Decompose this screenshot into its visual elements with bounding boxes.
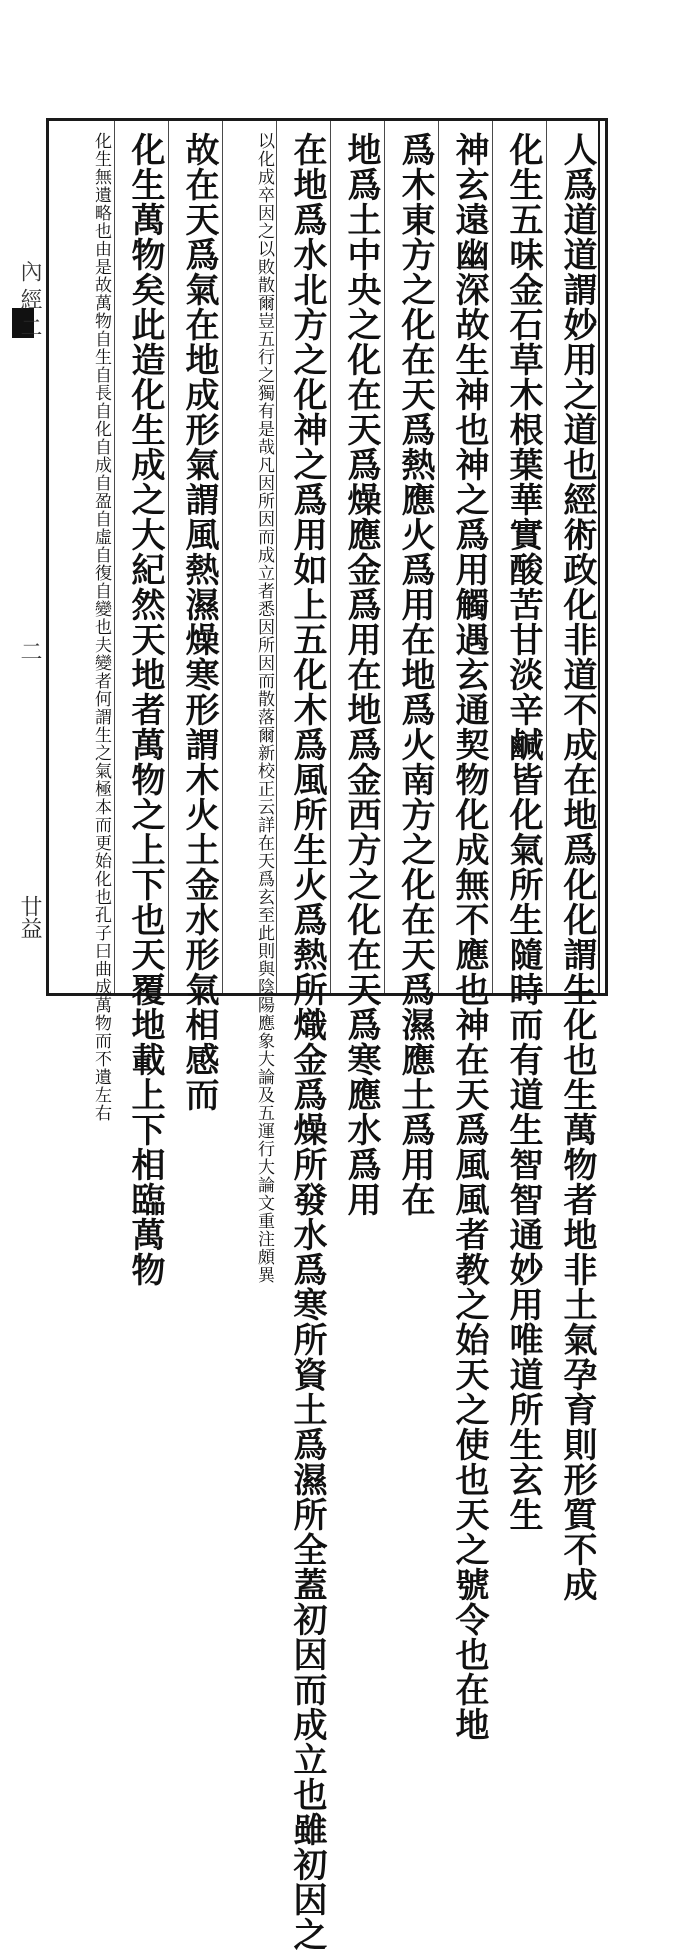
column-rule [438, 121, 439, 993]
frame-rule [598, 118, 600, 996]
text-column-6: 在地爲水北方之化神之爲用如上五化木爲風所生火爲熱所熾金爲燥所發水爲寒所資土爲濕所全蓋初因而成立也雖初因之 [287, 132, 327, 1952]
column-rule [330, 121, 331, 993]
column-rule [276, 121, 277, 993]
column-rule [114, 121, 115, 993]
column-rule [222, 121, 223, 993]
page-number: 廿益 [17, 895, 42, 939]
column-rule [168, 121, 169, 993]
text-column-10: 化生無遺略也由是故萬物自生自長自化自成自盈自虛自復自變也夫變者何謂生之氣極本而更始化也孔子曰曲成萬物而不遺左右 [91, 132, 111, 1122]
text-column-2: 化生五味金石草木根葉華實酸苦甘淡辛鹹皆化氣所生隨時而有道生智智通妙用唯道所生玄生 [503, 132, 543, 1532]
text-column-7: 以化成卒因之以敗散爾豈五行之獨有是哉凡因所因而成立者悉因所因而散落爾新校正云詳在天爲玄至此則與陰陽應象大論及五運行大論文重注頗異 [254, 132, 274, 1284]
column-rule [546, 121, 547, 993]
column-rule [492, 121, 493, 993]
text-column-9: 化生萬物矣此造化生成之大紀然天地者萬物之上下也天覆地載上下相臨萬物 [125, 132, 165, 1287]
folio-mark: 二 [17, 640, 42, 662]
column-rule [384, 121, 385, 993]
text-column-1: 人爲道道謂妙用之道也經術政化非道不成在地爲化化謂生化也生萬物者地非土氣孕育則形質不成 [557, 132, 597, 1602]
text-column-8: 故在天爲氣在地成形氣謂風熱濕燥寒形謂木火土金水形氣相感而 [179, 132, 219, 1112]
text-column-5: 地爲土中央之化在天爲燥應金爲用在地爲金西方之化在天爲寒應水爲用 [341, 132, 381, 1217]
text-column-4: 爲木東方之化在天爲熱應火爲用在地爲火南方之化在天爲濕應土爲用在 [395, 132, 435, 1217]
text-column-3: 神玄遠幽深故生神也神之爲用觸遇玄通契物化成無不應也神在天爲風風者教之始天之使也天之號令也在地 [449, 132, 489, 1742]
volume-label: 內經二 [17, 260, 42, 344]
